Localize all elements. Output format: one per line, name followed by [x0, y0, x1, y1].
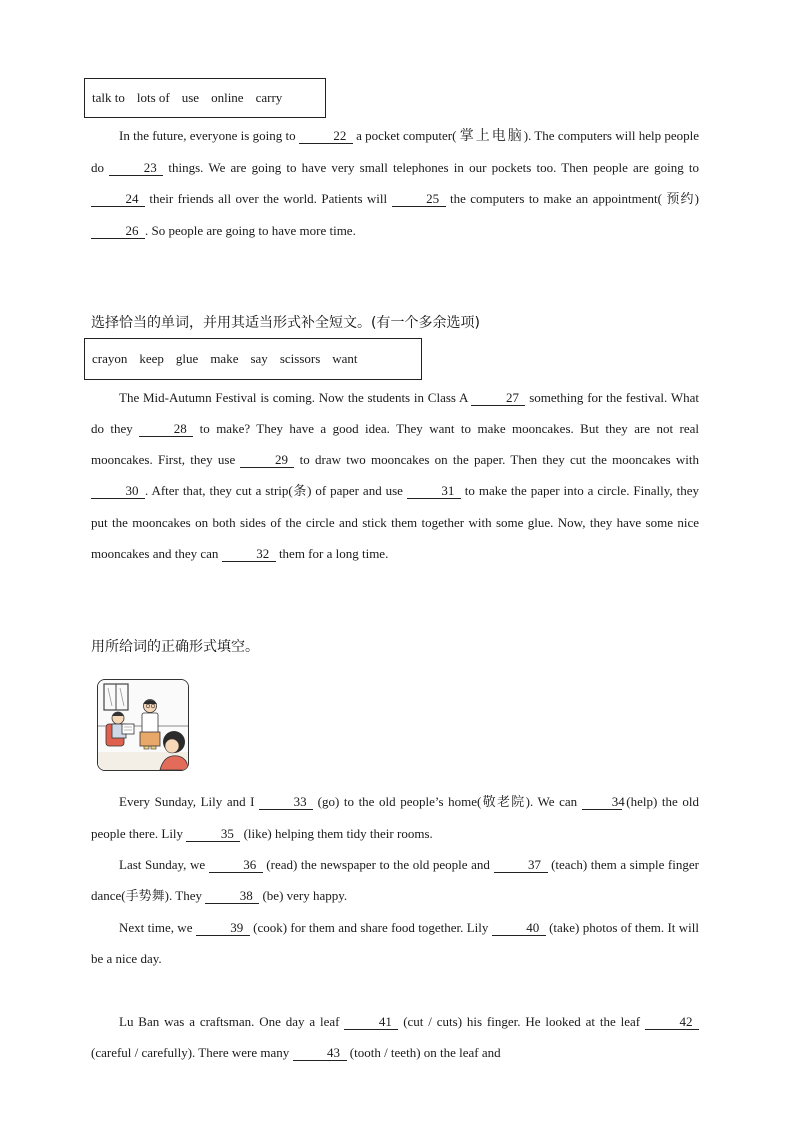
section-heading-word-choice: 选择恰当的单词，并用其适当形式补全短文。(有一个多余选项)	[91, 315, 480, 331]
word-option: lots of	[136, 90, 170, 105]
word-option: make	[210, 351, 239, 366]
passage-lu-ban	[91, 1006, 699, 1068]
passage-paragraph	[91, 382, 699, 569]
answer-blank-41[interactable]: 41	[344, 1014, 398, 1030]
passage-text: Every Sunday, Lily and I	[119, 794, 260, 809]
passage-text: In the future, everyone is going to	[119, 128, 299, 143]
answer-blank-34[interactable]: 34	[582, 794, 622, 810]
passage-text: to draw two mooncakes on the paper. Then they cut the mooncakes with	[294, 452, 699, 467]
answer-blank-40[interactable]: 40	[492, 920, 546, 936]
passage-text: Last Sunday, we	[119, 857, 209, 872]
passage-text: Next time, we	[119, 920, 196, 935]
word-bank-box-2	[84, 338, 422, 380]
passage-text: them for a long time.	[275, 546, 389, 561]
word-option: scissors	[279, 351, 321, 366]
passage-text: (read) the newspaper to the old people and	[262, 857, 494, 872]
passage-paragraph	[91, 120, 699, 246]
answer-blank-39[interactable]: 39	[196, 920, 250, 936]
answer-blank-22[interactable]: 22	[299, 128, 353, 144]
word-option: talk to	[92, 90, 125, 105]
passage-text: (cut / cuts) his finger. He looked at the leaf	[398, 1014, 645, 1029]
chinese-gloss: 条	[292, 484, 308, 499]
answer-blank-37[interactable]: 37	[494, 857, 548, 873]
illustration-drawing	[98, 680, 188, 770]
passage-text: ). We can	[525, 794, 582, 809]
passage-text: something for the festival. What do they	[91, 390, 699, 436]
word-option: carry	[255, 90, 283, 105]
passage-text: ). They	[164, 888, 206, 903]
passage-text: )	[694, 191, 699, 206]
answer-blank-43[interactable]: 43	[293, 1045, 347, 1061]
answer-blank-26[interactable]: 26	[91, 223, 145, 239]
chinese-gloss: 掌上电脑	[459, 128, 524, 144]
answer-blank-27[interactable]: 27	[471, 390, 525, 406]
answer-blank-29[interactable]: 29	[240, 452, 294, 468]
passage-text: (careful / carefully). There were many	[91, 1045, 293, 1060]
passage-text: (tooth / teeth) on the leaf and	[346, 1045, 501, 1060]
answer-blank-25[interactable]: 25	[392, 191, 446, 207]
answer-blank-33[interactable]: 33	[259, 794, 313, 810]
nursing-home-illustration	[97, 679, 189, 771]
passage-old-peoples-home	[91, 786, 699, 974]
passage-paragraph-1	[91, 786, 699, 849]
passage-text: (help) the old people there. Lily	[91, 794, 699, 841]
passage-paragraph-3	[91, 912, 699, 974]
passage-text: ) of paper and use	[307, 483, 407, 498]
section-heading-word-forms: 用所给词的正确形式填空。	[91, 639, 259, 655]
passage-text: (like) helping them tidy their rooms.	[240, 826, 433, 841]
passage-text: (go) to the old people’s home(	[313, 794, 482, 809]
passage-paragraph-2	[91, 849, 699, 912]
passage-paragraph	[91, 1006, 699, 1068]
passage-text: things. We are going to have very small telephones in our pockets too. Then people are going to	[163, 160, 699, 175]
passage-mid-autumn	[91, 382, 699, 569]
word-option: keep	[139, 351, 164, 366]
passage-text: (teach) them a simple finger dance(	[91, 857, 699, 903]
passage-text: to make? They have a good idea. They want to make mooncakes. But they are not real mooncakes. First, they use	[91, 421, 699, 467]
passage-text: The Mid-Autumn Festival is coming. Now the students in Class A	[119, 390, 472, 405]
word-option: online	[211, 90, 244, 105]
answer-blank-30[interactable]: 30	[91, 483, 145, 499]
chinese-gloss: 手势舞	[125, 889, 165, 904]
word-option: want	[332, 351, 358, 366]
chinese-gloss: 预约	[666, 192, 695, 207]
passage-text: . So people are going to have more time.	[145, 223, 356, 238]
word-option: use	[181, 90, 200, 105]
answer-blank-23[interactable]: 23	[109, 160, 163, 176]
passage-text: Lu Ban was a craftsman. One day a leaf	[119, 1014, 345, 1029]
passage-text: ). The computers will help people do	[91, 128, 699, 175]
passage-text: their friends all over the world. Patients will	[145, 191, 392, 206]
answer-blank-28[interactable]: 28	[139, 421, 193, 437]
passage-text: (take) photos of them. It will be a nice day.	[91, 920, 699, 966]
chinese-gloss: 敬老院	[481, 795, 526, 810]
answer-blank-32[interactable]: 32	[222, 546, 276, 562]
passage-text: a pocket computer(	[352, 128, 460, 143]
word-option: glue	[175, 351, 199, 366]
passage-text: to make the paper into a circle. Finally, they put the mooncakes on both sides of the circle and stick them together with some glue. Now, they have some nice mooncakes and they can	[91, 483, 699, 561]
answer-blank-42[interactable]: 42	[645, 1014, 699, 1030]
word-option: say	[250, 351, 268, 366]
answer-blank-31[interactable]: 31	[407, 483, 461, 499]
answer-blank-38[interactable]: 38	[205, 888, 259, 904]
passage-text: . After that, they cut a strip(	[145, 483, 293, 498]
word-bank-box-1	[84, 78, 326, 118]
word-option: crayon	[92, 351, 128, 366]
answer-blank-35[interactable]: 35	[186, 826, 240, 842]
answer-blank-24[interactable]: 24	[91, 191, 145, 207]
passage-text: the computers to make an appointment(	[445, 191, 667, 206]
passage-future	[91, 120, 699, 246]
passage-text: (cook) for them and share food together. Lily	[249, 920, 492, 935]
passage-text: (be) very happy.	[259, 888, 348, 903]
answer-blank-36[interactable]: 36	[209, 857, 263, 873]
